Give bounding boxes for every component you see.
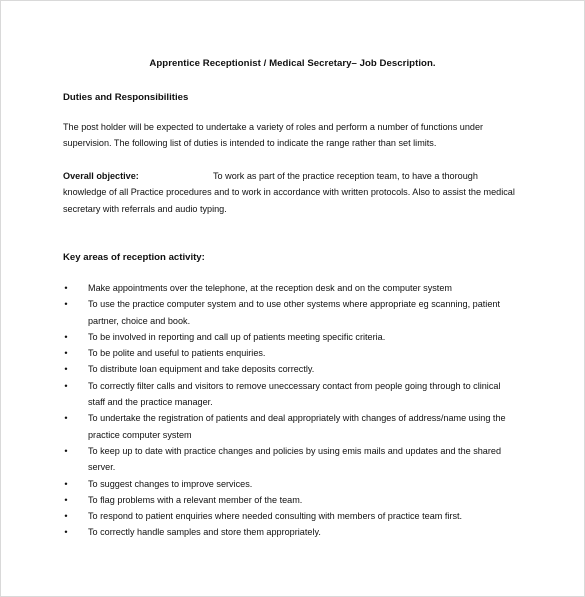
list-item xyxy=(63,329,533,345)
intro-line: The post holder will be expected to undertake a variety of roles and perform a number of functions under xyxy=(63,122,484,132)
objective-text: To work as part of the practice reception team, to have a thorough xyxy=(213,171,478,181)
bullet-icon: • xyxy=(64,511,68,522)
list-item-text: To correctly filter calls and visitors to remove uneccessary contact from people going through to clinical xyxy=(88,380,501,391)
list-item xyxy=(63,476,533,492)
list-item xyxy=(63,524,533,540)
list-item xyxy=(63,361,533,377)
list-item-text: To respond to patient enquiries where needed consulting with members of practice team first. xyxy=(88,511,463,522)
objective-first-line xyxy=(63,168,533,184)
list-item xyxy=(63,345,533,361)
bullet-icon: • xyxy=(64,331,68,342)
duties-heading: Duties and Responsibilities xyxy=(63,92,189,103)
bullet-icon: • xyxy=(64,283,68,293)
list-item-text: practice computer system xyxy=(88,429,192,440)
bullet-icon: • xyxy=(64,445,68,456)
intro-paragraph xyxy=(63,119,533,152)
list-item xyxy=(63,492,533,508)
list-item-text: To suggest changes to improve services. xyxy=(88,478,253,489)
key-areas-heading: Key areas of reception activity: xyxy=(63,252,205,263)
bullet-icon: • xyxy=(64,299,68,310)
list-item-text: Make appointments over the telephone, at the reception desk and on the computer system xyxy=(88,283,452,293)
bullet-icon: • xyxy=(64,413,68,424)
bullet-icon: • xyxy=(64,364,68,375)
intro-line: supervision. The following list of duties is intended to indicate the range rather than set limits. xyxy=(63,138,437,149)
list-item xyxy=(63,378,533,411)
list-item xyxy=(63,410,533,443)
bullet-icon: • xyxy=(64,527,68,538)
list-item xyxy=(63,508,533,524)
list-item-text: partner, choice and book. xyxy=(88,315,191,326)
list-item-text: staff and the practice manager. xyxy=(88,397,213,408)
list-item-text: server. xyxy=(88,462,116,473)
list-item-text: To flag problems with a relevant member of the team. xyxy=(88,494,303,505)
bullet-icon: • xyxy=(64,380,68,391)
objective-label: Overall objective: xyxy=(63,171,139,181)
list-item-text: To correctly handle samples and store them appropriately. xyxy=(88,527,321,538)
objective-line: knowledge of all Practice procedures and to work in accordance with written protocols. Also to assist the medical xyxy=(63,187,515,198)
list-item xyxy=(63,280,533,296)
list-item xyxy=(63,296,533,329)
list-item-text: To undertake the registration of patients and deal appropriately with changes of address/name using the xyxy=(88,413,506,424)
list-item-text: To keep up to date with practice changes and policies by using emis mails and updates and the shared xyxy=(88,445,502,456)
bullet-icon: • xyxy=(64,348,68,359)
list-item-text: To be polite and useful to patients enquiries. xyxy=(88,348,266,359)
list-item-text: To use the practice computer system and to use other systems where appropriate eg scanning, patient xyxy=(88,299,500,310)
list-item-text: To distribute loan equipment and take deposits correctly. xyxy=(88,364,315,375)
activity-list xyxy=(63,280,533,541)
objective-paragraph xyxy=(63,168,533,217)
list-item xyxy=(63,443,533,476)
list-item-text: To be involved in reporting and call up of patients meeting specific criteria. xyxy=(88,331,386,342)
bullet-icon: • xyxy=(64,478,68,489)
document-title: Apprentice Receptionist / Medical Secretary– Job Description. xyxy=(149,58,436,69)
objective-line: secretary with referrals and audio typing. xyxy=(63,203,227,214)
bullet-icon: • xyxy=(64,494,68,505)
